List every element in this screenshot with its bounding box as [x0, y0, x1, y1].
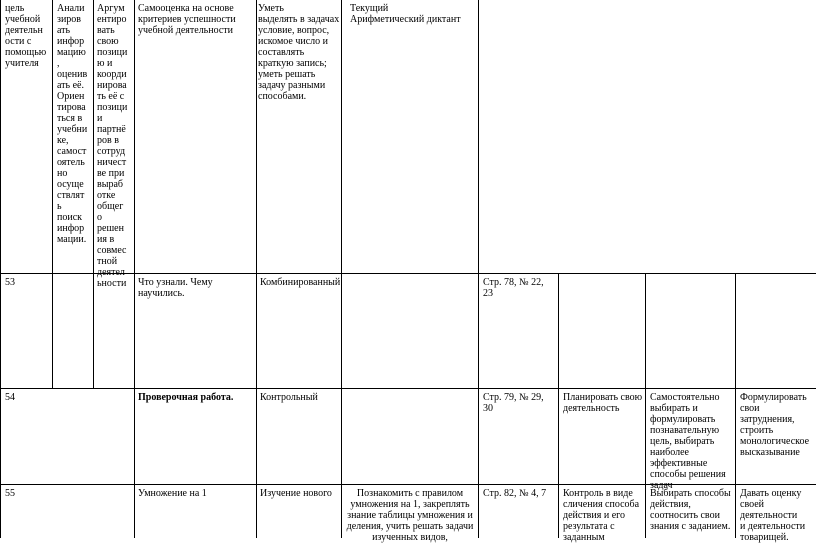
column-divider — [52, 0, 53, 388]
lesson-type: Комбинированный — [260, 277, 341, 288]
regulative-actions: Контроль в виде сличения способа действия и его результата с заданным — [563, 488, 640, 543]
row-divider — [0, 388, 816, 389]
communicative-actions: Формулировать свои затруднения, строить монологическое высказывание — [740, 392, 810, 458]
communicative-actions: Давать оценку своей деятельности и деятельности товарищей. — [740, 488, 806, 543]
row-number: 54 — [5, 392, 15, 403]
top-cell-argue: Аргум ентиро вать свою позици ю и коорди нирова ть её с позици и партнё ров в сотруд ничест ве при выраб отке общег о решен ия в совмес тной деятел ьности — [97, 3, 128, 289]
lesson-type: Контрольный — [260, 392, 318, 403]
lesson-type: Изучение нового — [260, 488, 332, 499]
lesson-topic: Умножение на 1 — [138, 488, 207, 499]
row-number: 55 — [5, 488, 15, 499]
top-cell-self-assessment: Самооценка на основе критериев успешности учебной деятельности — [138, 3, 236, 36]
textbook-pages: Стр. 79, № 29, 30 — [483, 392, 544, 414]
lesson-topic: Проверочная работа. — [138, 392, 234, 403]
lesson-topic: Что узнали. Чему научились. — [138, 277, 213, 299]
textbook-pages: Стр. 82, № 4, 7 — [483, 488, 547, 499]
lesson-content: Познакомить с правилом умножения на 1, закреплять знание таблицы умножения и деления, учить решать задачи изученных видов, — [346, 488, 474, 543]
top-cell-goal: цель учебной деятельн ости с помощью учителя — [5, 3, 47, 69]
column-divider — [93, 0, 94, 388]
column-divider — [256, 0, 257, 538]
top-cell-control: Текущий Арифметический диктант — [350, 3, 461, 25]
column-divider — [478, 0, 479, 538]
column-divider — [558, 273, 559, 538]
column-divider — [735, 273, 736, 538]
column-divider — [645, 273, 646, 538]
column-divider — [0, 0, 1, 538]
cognitive-actions: Самостоятельно выбирать и формулировать познавательную цель, выбирать наиболее эффективные способы решения задач — [650, 392, 726, 491]
top-cell-analyze: Анали зиров ать инфор мацию , оценив ать её. Ориен тирова ться в учебни ке, самост оятель но осуще ствлят ь поиск инфор мации. — [57, 3, 88, 245]
column-divider — [134, 0, 135, 538]
row-number: 53 — [5, 277, 15, 288]
cognitive-actions: Выбирать способы действия, соотносить свои знания с заданием. — [650, 488, 731, 532]
textbook-pages: Стр. 78, № 22, 23 — [483, 277, 544, 299]
regulative-actions: Планировать свою деятельность — [563, 392, 643, 414]
top-cell-skills: Уметь выделять в задачах условие, вопрос, искомое число и составлять краткую запись; уметь решать задачу разными способами. — [258, 3, 340, 102]
